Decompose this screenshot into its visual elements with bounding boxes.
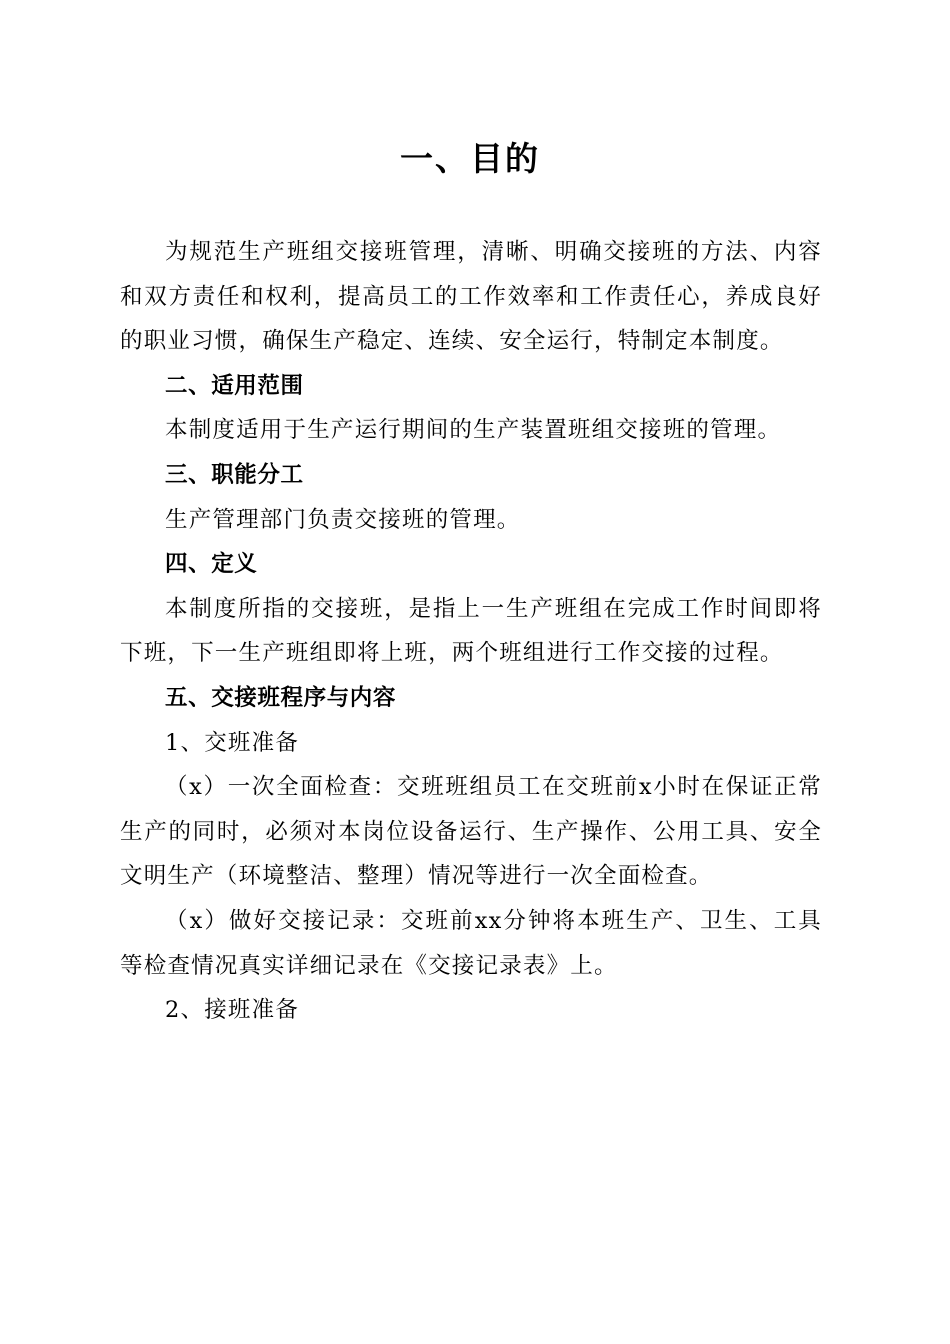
purpose-paragraph: 为规范生产班组交接班管理，清晰、明确交接班的方法、内容和双方责任和权利，提高员工的工作效率和工作责任心，养成良好的职业习惯，确保生产稳定、连续、安全运行，特制定本制度。: [120, 239, 822, 355]
handover-record-paragraph: （x）做好交接记录：交班前xx分钟将本班生产、卫生、工具等检查情况真实详细记录在《交接记录表》上。: [120, 907, 822, 979]
section-heading-responsibilities: 三、职能分工: [165, 461, 304, 488]
document-body: [120, 230, 822, 1033]
section-heading-scope: 二、适用范围: [165, 372, 304, 399]
subsection-takeover-prep: 2、接班准备: [165, 997, 300, 1024]
section-heading-procedure: 五、交接班程序与内容: [165, 684, 397, 711]
subsection-handover-prep: 1、交班准备: [165, 729, 300, 756]
section-heading-definition: 四、定义: [165, 551, 258, 578]
scope-paragraph: 本制度适用于生产运行期间的生产装置班组交接班的管理。: [165, 417, 782, 444]
handover-inspection-paragraph: （x）一次全面检查：交班班组员工在交班前x小时在保证正常生产的同时，必须对本岗位设备运行、生产操作、公用工具、安全文明生产（环境整洁、整理）情况等进行一次全面检查。: [120, 774, 822, 890]
definition-paragraph: 本制度所指的交接班，是指上一生产班组在完成工作时间即将下班，下一生产班组即将上班，两个班组进行工作交接的过程。: [120, 595, 822, 667]
document-title: 一、目的: [400, 139, 540, 178]
responsibilities-paragraph: 生产管理部门负责交接班的管理。: [165, 506, 521, 533]
